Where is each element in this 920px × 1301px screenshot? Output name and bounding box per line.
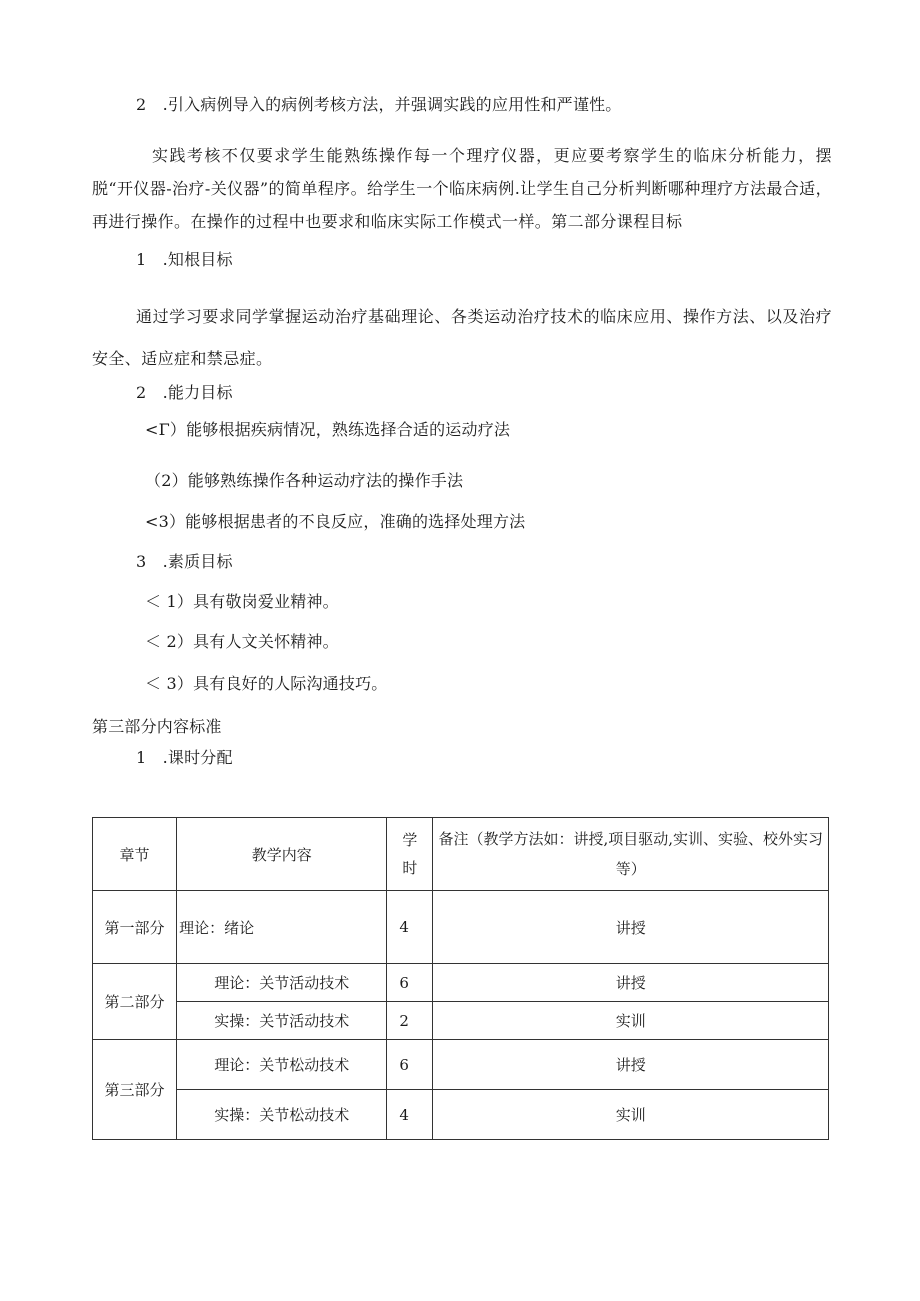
table-header-row — [93, 818, 829, 891]
header-hours — [387, 818, 433, 891]
table-row — [93, 1090, 829, 1140]
quality-item-2: ＜ 2）具有人文关怀精神。 — [145, 632, 339, 651]
row3-content: 实操：关节活动技术 — [177, 1002, 387, 1040]
ability-item-3: <3）能够根据患者的不良反应，准确的选择处理方法 — [145, 512, 526, 531]
ability-item-1: <Γ）能够根据疾病情况，熟练选择合适的运动疗法 — [145, 420, 511, 439]
table-row — [93, 964, 829, 1002]
header-hours-bottom: 时 — [402, 859, 418, 877]
row1-chapter: 第一部分 — [93, 891, 177, 964]
row5-content: 实操：关节松动技术 — [177, 1090, 387, 1140]
row2-hours: 6 — [387, 964, 433, 1002]
hours-allocation-table — [92, 817, 829, 1140]
row3-hours: 2 — [387, 1002, 433, 1040]
row4-content: 理论：关节松动技术 — [177, 1040, 387, 1090]
row3-note: 实训 — [433, 1002, 829, 1040]
row4-hours: 6 — [387, 1040, 433, 1090]
row2-chapter: 第二部分 — [93, 964, 177, 1040]
header-chapter: 章节 — [93, 818, 177, 891]
assessment-method-item: 2 .引入病例导入的病例考核方法，并强调实践的应用性和严谨性。 — [136, 95, 622, 114]
row4-chapter: 第三部分 — [93, 1040, 177, 1140]
knowledge-goal-heading: 1 .知根目标 — [136, 250, 233, 269]
row1-note: 讲授 — [433, 891, 829, 964]
table-row — [93, 1002, 829, 1040]
table-row — [93, 891, 829, 964]
ability-item-2: （2）能够熟练操作各种运动疗法的操作手法 — [145, 471, 464, 490]
table-row — [93, 1040, 829, 1090]
ability-goal-heading: 2 .能力目标 — [136, 383, 233, 402]
header-hours-top: 学 — [402, 831, 418, 849]
header-content: 教学内容 — [177, 818, 387, 891]
practice-assessment-paragraph: 实践考核不仅要求学生能熟练操作每一个理疗仪器，更应要考察学生的临床分析能力，摆脱“开仪器-治疗-关仪器”的简单程序。给学生一个临床病例.让学生自己分析判断哪种理疗方法最合适，再进行操作。在操作的过程中也要求和临床实际工作模式一样。第二部分课程目标 — [92, 146, 832, 231]
row2-content: 理论：关节活动技术 — [177, 964, 387, 1002]
part3-heading: 第三部分内容标准 — [92, 717, 222, 736]
knowledge-goal-paragraph: 通过学习要求同学掌握运动治疗基础理论、各类运动治疗技术的临床应用、操作方法、以及治疗安全、适应症和禁忌症。 — [92, 307, 832, 368]
quality-goal-heading: 3 .素质目标 — [136, 552, 233, 571]
hours-allocation-heading: 1 .课时分配 — [136, 748, 233, 767]
quality-item-1: ＜ 1）具有敬岗爱业精神。 — [145, 592, 339, 611]
row1-hours: 4 — [387, 891, 433, 964]
header-note: 备注（教学方法如：讲授,项目驱动,实训、实验、校外实习等） — [433, 818, 829, 891]
row4-note: 讲授 — [433, 1040, 829, 1090]
quality-item-3: ＜ 3）具有良好的人际沟通技巧。 — [145, 674, 388, 693]
row2-note: 讲授 — [433, 964, 829, 1002]
row1-content: 理论：绪论 — [177, 891, 387, 964]
row5-hours: 4 — [387, 1090, 433, 1140]
row5-note: 实训 — [433, 1090, 829, 1140]
